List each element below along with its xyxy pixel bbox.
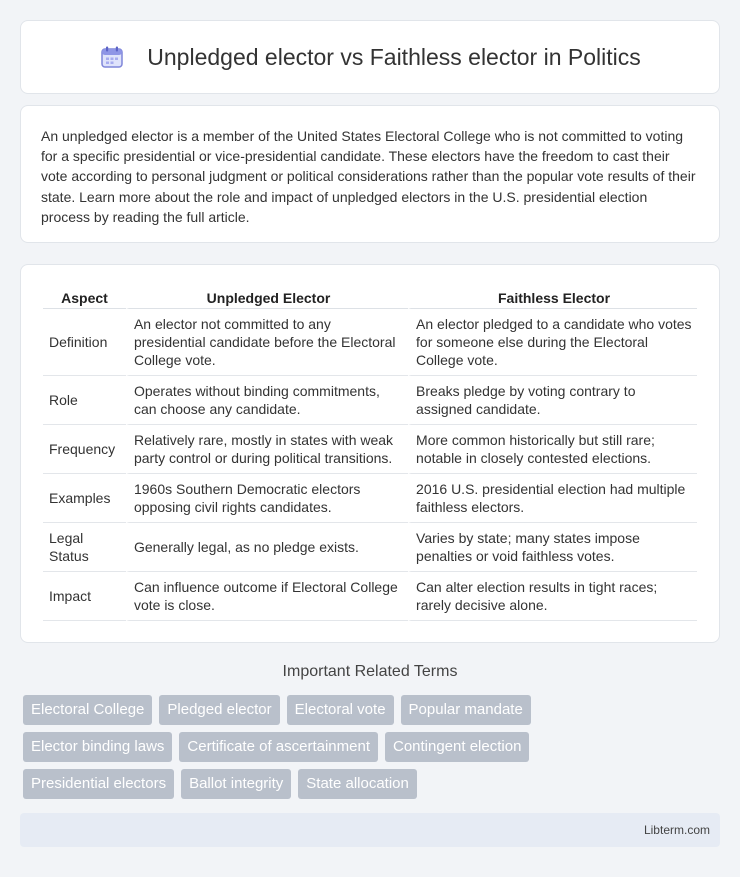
faithless-cell: More common historically but still rare; notable in closely contested elections. <box>408 425 697 474</box>
table-row <box>43 474 697 523</box>
unpledged-cell: 1960s Southern Democratic electors opposing civil rights candidates. <box>126 474 408 523</box>
faithless-cell: An elector pledged to a candidate who votes for someone else during the Electoral College vote. <box>408 309 697 376</box>
unpledged-cell: Generally legal, as no pledge exists. <box>126 523 408 572</box>
tag-row <box>23 769 723 799</box>
tag-state-allocation[interactable]: State allocation <box>298 769 417 799</box>
aspect-cell: Examples <box>43 474 126 523</box>
intro-paragraph: An unpledged elector is a member of the United States Electoral College who is not committed to voting for a specific presidential or vice-presidential candidate. These electors have the freedom to cast their vote according to personal judgment or political considerations rather than the popular vote results of their state. Learn more about the role and impact of unpledged electors in the U.S. presidential election process by reading the full article. <box>41 128 696 225</box>
table-row <box>43 523 697 572</box>
intro-card <box>20 105 720 243</box>
unpledged-cell: An elector not committed to any presidential candidate before the Electoral College vote. <box>126 309 408 376</box>
footer <box>20 813 720 847</box>
tag-certificate-of-ascertainment[interactable]: Certificate of ascertainment <box>179 732 378 762</box>
header-unpledged: Unpledged Elector <box>126 285 408 309</box>
comparison-table <box>43 285 697 621</box>
header-aspect: Aspect <box>43 285 126 309</box>
unpledged-cell: Can influence outcome if Electoral College vote is close. <box>126 572 408 621</box>
related-terms <box>23 695 723 806</box>
aspect-cell: Legal Status <box>43 523 126 572</box>
faithless-cell: Can alter election results in tight races; rarely decisive alone. <box>408 572 697 621</box>
related-terms-heading: Important Related Terms <box>282 663 458 680</box>
table-row <box>43 309 697 376</box>
tag-electoral-college[interactable]: Electoral College <box>23 695 152 725</box>
page-title: Unpledged elector vs Faithless elector in Politics <box>147 43 641 70</box>
table-row <box>43 376 697 425</box>
faithless-cell: Breaks pledge by voting contrary to assigned candidate. <box>408 376 697 425</box>
header-faithless: Faithless Elector <box>408 285 697 309</box>
table-header-row <box>43 285 697 309</box>
tag-row <box>23 695 723 725</box>
aspect-cell: Definition <box>43 309 126 376</box>
calendar-icon <box>99 44 125 70</box>
tag-elector-binding-laws[interactable]: Elector binding laws <box>23 732 172 762</box>
unpledged-cell: Operates without binding commitments, can choose any candidate. <box>126 376 408 425</box>
comparison-card <box>20 264 720 643</box>
tag-row <box>23 732 723 762</box>
aspect-cell: Role <box>43 376 126 425</box>
table-row <box>43 572 697 621</box>
aspect-cell: Impact <box>43 572 126 621</box>
tag-pledged-elector[interactable]: Pledged elector <box>159 695 279 725</box>
tag-electoral-vote[interactable]: Electoral vote <box>287 695 394 725</box>
unpledged-cell: Relatively rare, mostly in states with weak party control or during political transitions. <box>126 425 408 474</box>
tag-ballot-integrity[interactable]: Ballot integrity <box>181 769 291 799</box>
table-row <box>43 425 697 474</box>
footer-site-link[interactable]: Libterm.com <box>643 823 710 837</box>
tag-popular-mandate[interactable]: Popular mandate <box>401 695 531 725</box>
tag-presidential-electors[interactable]: Presidential electors <box>23 769 174 799</box>
title-card <box>20 20 720 94</box>
faithless-cell: Varies by state; many states impose penalties or void faithless votes. <box>408 523 697 572</box>
faithless-cell: 2016 U.S. presidential election had multiple faithless electors. <box>408 474 697 523</box>
tag-contingent-election[interactable]: Contingent election <box>385 732 529 762</box>
aspect-cell: Frequency <box>43 425 126 474</box>
